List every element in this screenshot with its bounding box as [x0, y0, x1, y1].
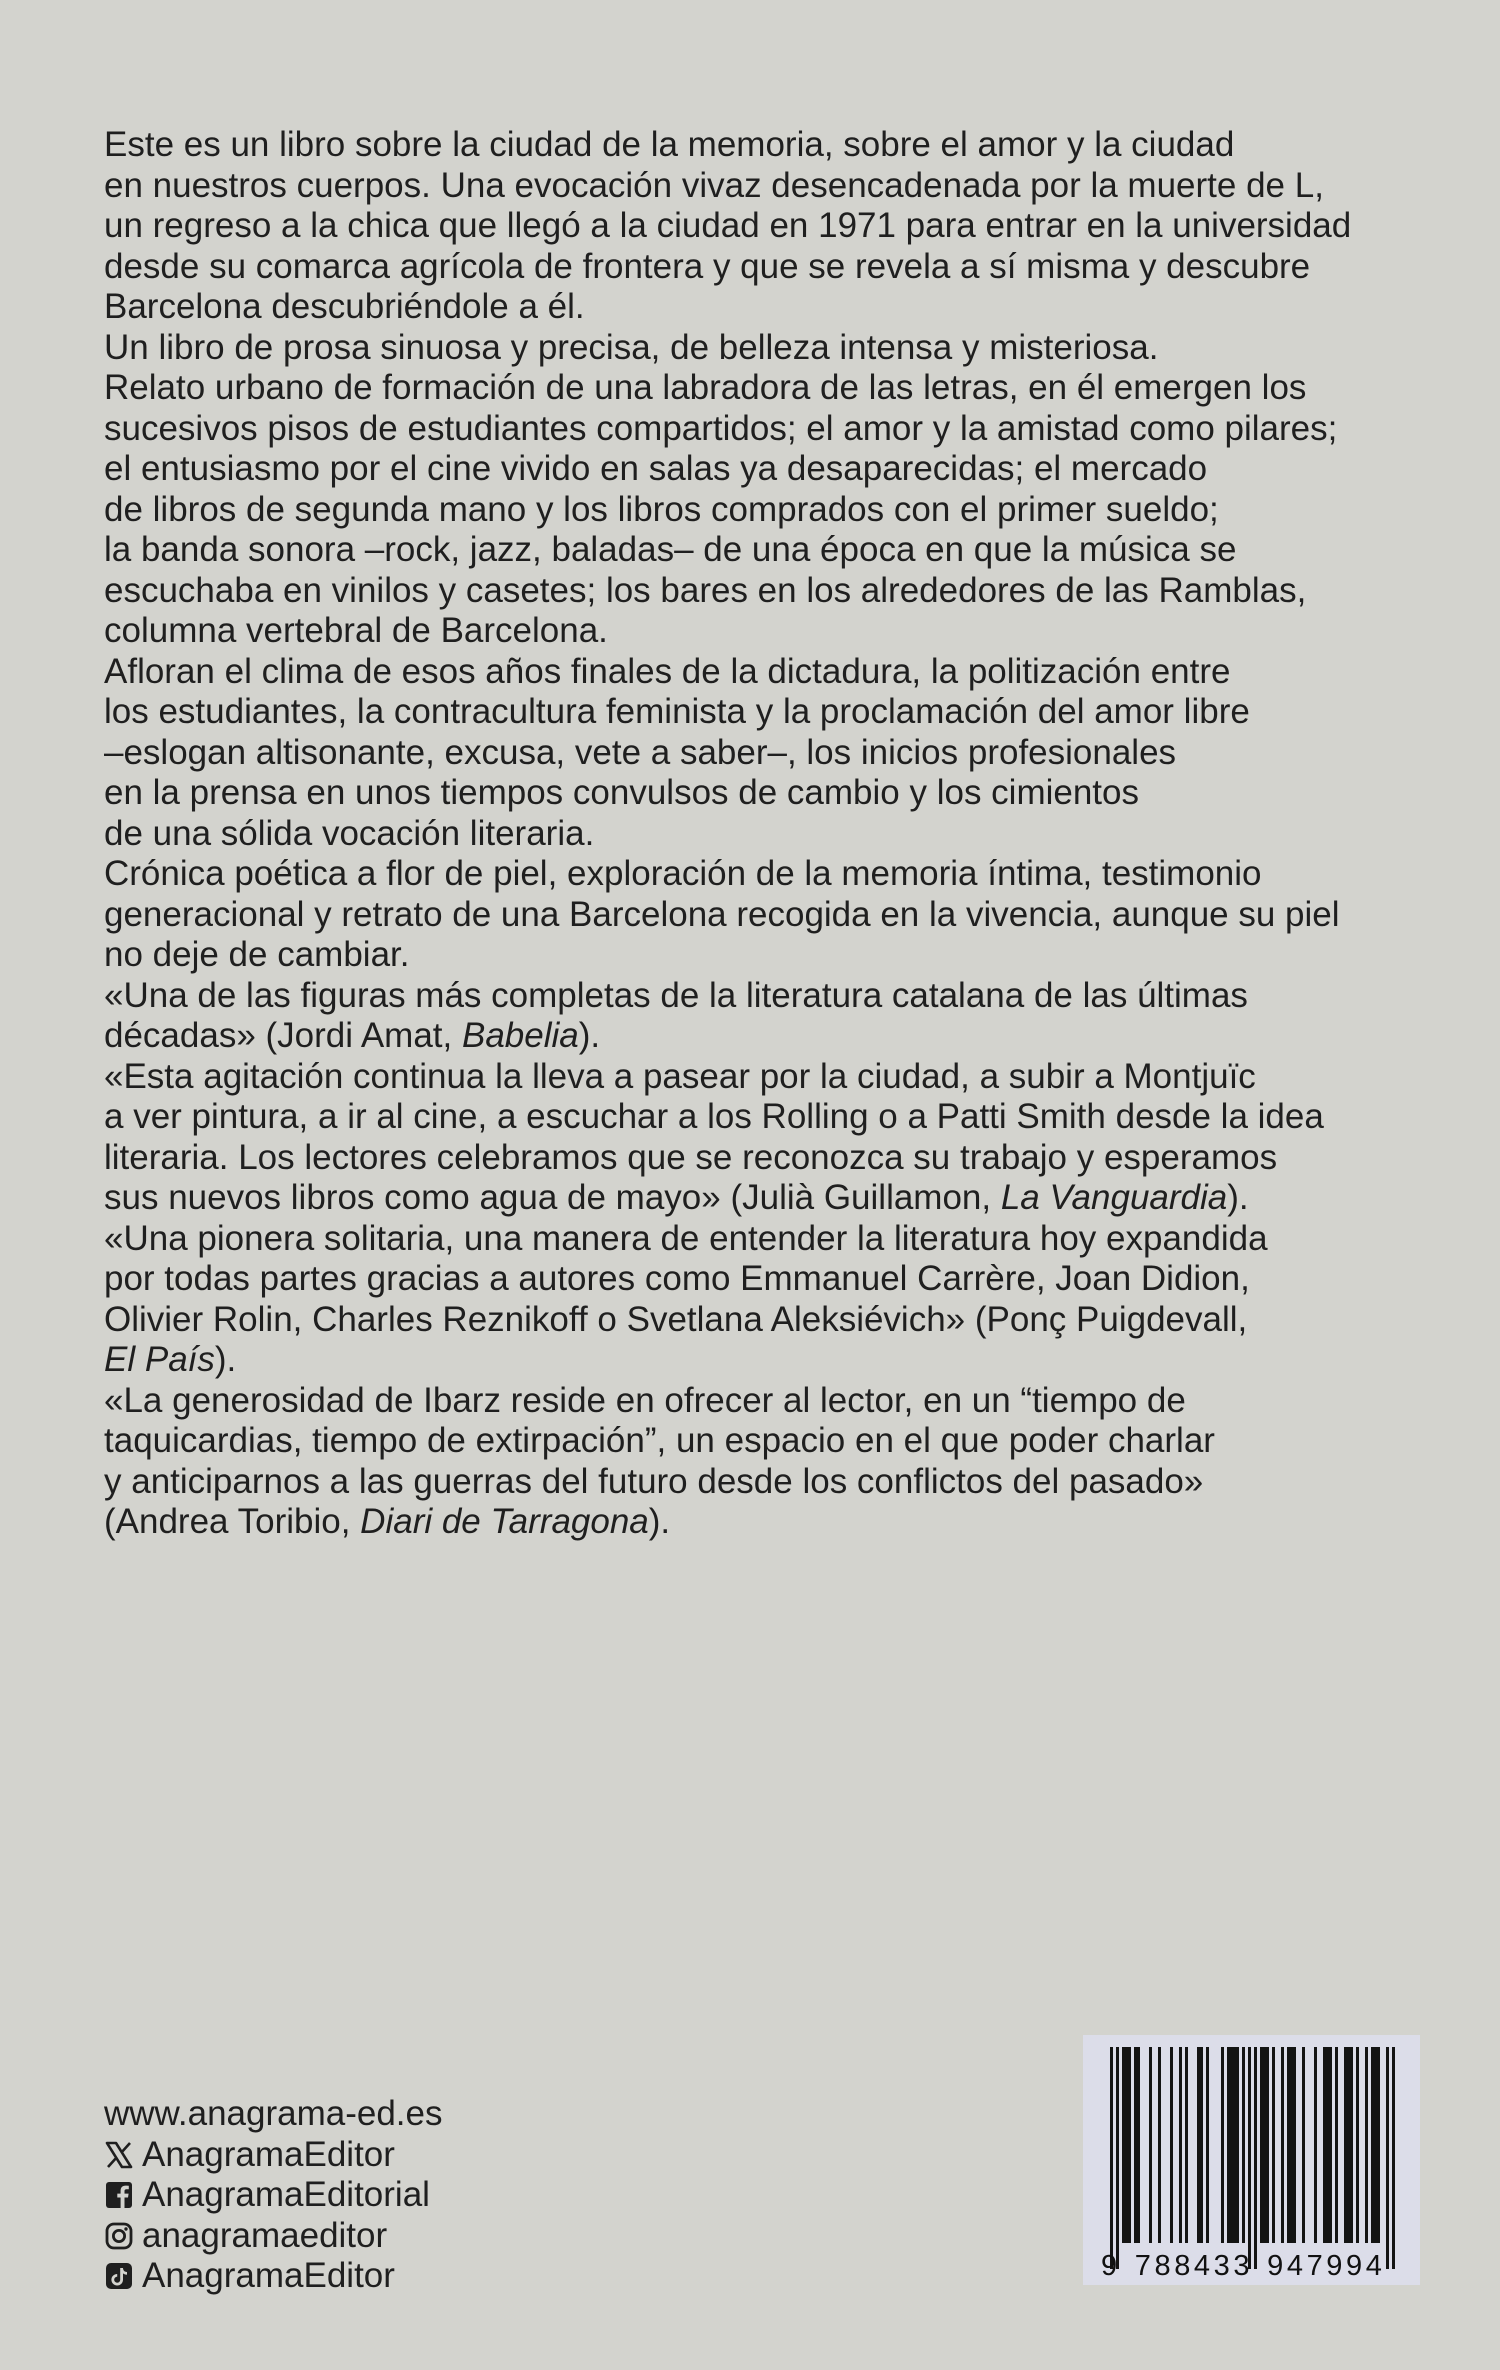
barcode-bar — [1230, 2047, 1233, 2243]
quote-source: La Vanguardia — [1000, 1178, 1228, 1217]
barcode-bar — [1122, 2047, 1125, 2243]
barcode-bar — [1170, 2047, 1173, 2243]
barcode-guard-bar — [1248, 2047, 1251, 2269]
instagram-handle[interactable]: anagramaeditor — [142, 2215, 388, 2255]
barcode-bar — [1272, 2047, 1275, 2243]
barcode-bar — [1227, 2047, 1230, 2243]
text-line — [104, 1340, 1434, 1381]
barcode-bar — [1314, 2047, 1317, 2243]
facebook-account[interactable] — [104, 2175, 443, 2216]
text-line: de libros de segunda mano y los libros comprados con el primer sueldo; — [104, 489, 1219, 529]
barcode-bar — [1242, 2047, 1245, 2243]
isbn-number — [1101, 2251, 1401, 2281]
text-line: taquicardias, tiempo de extirpación”, un espacio en el que poder charlar — [104, 1421, 1215, 1460]
paragraph-chronicle — [104, 854, 1434, 976]
text-line: un regreso a la chica que llegó a la ciudad en 1971 para entrar en la universidad — [104, 206, 1352, 245]
facebook-icon — [104, 2180, 134, 2210]
facebook-handle[interactable]: AnagramaEditorial — [142, 2175, 430, 2214]
quote-attribution: décadas» (Jordi Amat, — [104, 1016, 462, 1055]
text-line: columna vertebral de Barcelona. — [104, 611, 608, 650]
text-line: no deje de cambiar. — [104, 935, 410, 974]
x-handle[interactable]: AnagramaEditor — [142, 2134, 395, 2174]
text-line — [104, 1502, 1434, 1543]
text-line: la banda sonora –rock, jazz, baladas– de una época en que la música se — [104, 530, 1237, 569]
quote-attribution: (Andrea Toribio, — [104, 1502, 361, 1541]
barcode-bar — [1125, 2047, 1128, 2243]
text-line: a ver pintura, a ir al cine, a escuchar a los Rolling o a Patti Smith desde la idea — [104, 1097, 1324, 1136]
tiktok-handle[interactable]: AnagramaEditor — [142, 2256, 395, 2295]
text-line: «Esta agitación continua la lleva a pasear por la ciudad, a subir a Montjuïc — [104, 1056, 1256, 1096]
text-line: por todas partes gracias a autores como Emmanuel Carrère, Joan Didion, — [104, 1259, 1250, 1298]
text-line: sucesivos pisos de estudiantes compartidos; el amor y la amistad como pilares; — [104, 408, 1338, 448]
barcode-bar — [1179, 2047, 1182, 2243]
quote-closing: ). — [1227, 1178, 1249, 1217]
isbn-right-group: 947994 — [1267, 2250, 1386, 2282]
text-line: en nuestros cuerpos. Una evocación vivaz desencadenada por la muerte de L, — [104, 165, 1324, 205]
text-line: Afloran el clima de esos años finales de la dictadura, la politización entre — [104, 651, 1231, 691]
barcode-guard-bar — [1386, 2047, 1389, 2269]
quote-source: Diari de Tarragona — [360, 1502, 649, 1541]
quote-ponc-puigdevall — [104, 1219, 1434, 1381]
paragraph-urban-story — [104, 368, 1434, 652]
text-line: el entusiasmo por el cine vivido en salas ya desaparecidas; el mercado — [104, 449, 1208, 488]
tiktok-icon — [104, 2261, 134, 2291]
barcode-bar — [1323, 2047, 1326, 2243]
barcode-bar — [1347, 2047, 1350, 2243]
text-line: Relato urbano de formación de una labradora de las letras, en él emergen los — [104, 368, 1307, 407]
book-description — [104, 125, 1434, 1543]
paragraph-dictatorship — [104, 652, 1434, 855]
barcode-bar — [1302, 2047, 1305, 2243]
text-line: los estudiantes, la contracultura feminista y la proclamación del amor libre — [104, 692, 1250, 731]
text-line: Olivier Rolin, Charles Reznikoff o Svetlana Aleksiévich» (Ponç Puigdevall, — [104, 1299, 1248, 1339]
barcode-bar — [1158, 2047, 1161, 2243]
paragraph-prose — [104, 328, 1434, 369]
barcode-bar — [1134, 2047, 1137, 2243]
barcode-bar — [1290, 2047, 1293, 2243]
text-line — [104, 1178, 1434, 1219]
barcode-bar — [1266, 2047, 1269, 2243]
barcode-bar — [1149, 2047, 1152, 2243]
barcode-bar — [1350, 2047, 1353, 2243]
isbn-prefix-digit: 9 — [1101, 2250, 1121, 2282]
barcode-bar — [1263, 2047, 1266, 2243]
isbn-left-group: 788433 — [1134, 2250, 1254, 2282]
barcode-bar — [1233, 2047, 1236, 2243]
text-line — [104, 1016, 1434, 1057]
quote-closing: ). — [648, 1502, 671, 1541]
text-line: «Una de las figuras más completas de la literatura catalana de las últimas — [104, 975, 1248, 1015]
text-line: literaria. Los lectores celebramos que se reconozca su trabajo y esperamos — [104, 1137, 1278, 1177]
text-line: y anticiparnos a las guerras del futuro desde los conflictos del pasado» — [104, 1461, 1204, 1501]
text-line: generacional y retrato de una Barcelona recogida en la vivencia, aunque su piel — [104, 894, 1340, 934]
website-url[interactable]: www.anagrama-ed.es — [104, 2094, 443, 2133]
quote-source: El País — [104, 1340, 215, 1379]
tiktok-account[interactable] — [104, 2256, 443, 2297]
text-line: escuchaba en vinilos y casetes; los bares en los alrededores de las Ramblas, — [104, 570, 1307, 610]
barcode-guard-bar — [1254, 2047, 1257, 2269]
barcode-bar — [1185, 2047, 1188, 2243]
quote-attribution: sus nuevos libros como agua de mayo» (Julià Guillamon, — [104, 1178, 1001, 1217]
barcode-bar — [1377, 2047, 1380, 2243]
barcode-bar — [1197, 2047, 1200, 2243]
barcode-bar — [1365, 2047, 1368, 2243]
barcode-bar — [1260, 2047, 1263, 2243]
text-line: –eslogan altisonante, excusa, vete a saber–, los inicios profesionales — [104, 732, 1177, 772]
barcode-bar — [1326, 2047, 1329, 2243]
text-line: desde su comarca agrícola de frontera y que se revela a sí misma y descubre — [104, 246, 1311, 286]
barcode-bar — [1287, 2047, 1290, 2243]
barcode-graphic — [1083, 2035, 1420, 2285]
quote-closing: ). — [214, 1340, 237, 1379]
barcode-bar — [1137, 2047, 1140, 2243]
barcode-bar — [1206, 2047, 1209, 2243]
instagram-icon — [104, 2221, 134, 2251]
barcode-bar — [1329, 2047, 1332, 2243]
barcode-bar — [1281, 2047, 1284, 2243]
text-line: Este es un libro sobre la ciudad de la memoria, sobre el amor y la ciudad — [104, 125, 1235, 164]
paragraph-intro — [104, 125, 1434, 328]
x-account[interactable] — [104, 2135, 443, 2176]
barcode-bar — [1356, 2047, 1359, 2243]
text-line: Crónica poética a flor de piel, exploración de la memoria íntima, testimonio — [104, 854, 1262, 893]
barcode-bar — [1335, 2047, 1338, 2243]
quote-julia-guillamon — [104, 1057, 1434, 1219]
text-line: «La generosidad de Ibarz reside en ofrecer al lector, en un “tiempo de — [104, 1380, 1186, 1420]
publisher-links — [104, 2094, 443, 2297]
barcode-bar — [1293, 2047, 1296, 2243]
instagram-account[interactable] — [104, 2216, 443, 2257]
barcode-bar — [1236, 2047, 1239, 2243]
text-line: «Una pionera solitaria, una manera de entender la literatura hoy expandida — [104, 1218, 1268, 1258]
barcode-bar — [1344, 2047, 1347, 2243]
barcode-bar — [1200, 2047, 1203, 2243]
x-logo-icon — [104, 2140, 134, 2170]
barcode-bar — [1221, 2047, 1224, 2243]
barcode-bar — [1128, 2047, 1131, 2243]
barcode-guard-bar — [1110, 2047, 1113, 2269]
isbn-barcode — [1083, 2035, 1420, 2285]
barcode-guard-bar — [1392, 2047, 1395, 2269]
quote-andrea-toribio — [104, 1381, 1434, 1543]
website-link[interactable] — [104, 2094, 443, 2135]
text-line: de una sólida vocación literaria. — [104, 813, 595, 853]
quote-closing: ). — [578, 1016, 601, 1055]
barcode-bar — [1371, 2047, 1374, 2243]
barcode-guard-bar — [1116, 2047, 1119, 2269]
text-line: Barcelona descubriéndole a él. — [104, 287, 585, 326]
text-line: Un libro de prosa sinuosa y precisa, de belleza intensa y misteriosa. — [104, 327, 1159, 367]
barcode-bar — [1374, 2047, 1377, 2243]
quote-jordi-amat — [104, 976, 1434, 1057]
quote-source: Babelia — [461, 1016, 579, 1055]
text-line: en la prensa en unos tiempos convulsos de cambio y los cimientos — [104, 773, 1139, 812]
